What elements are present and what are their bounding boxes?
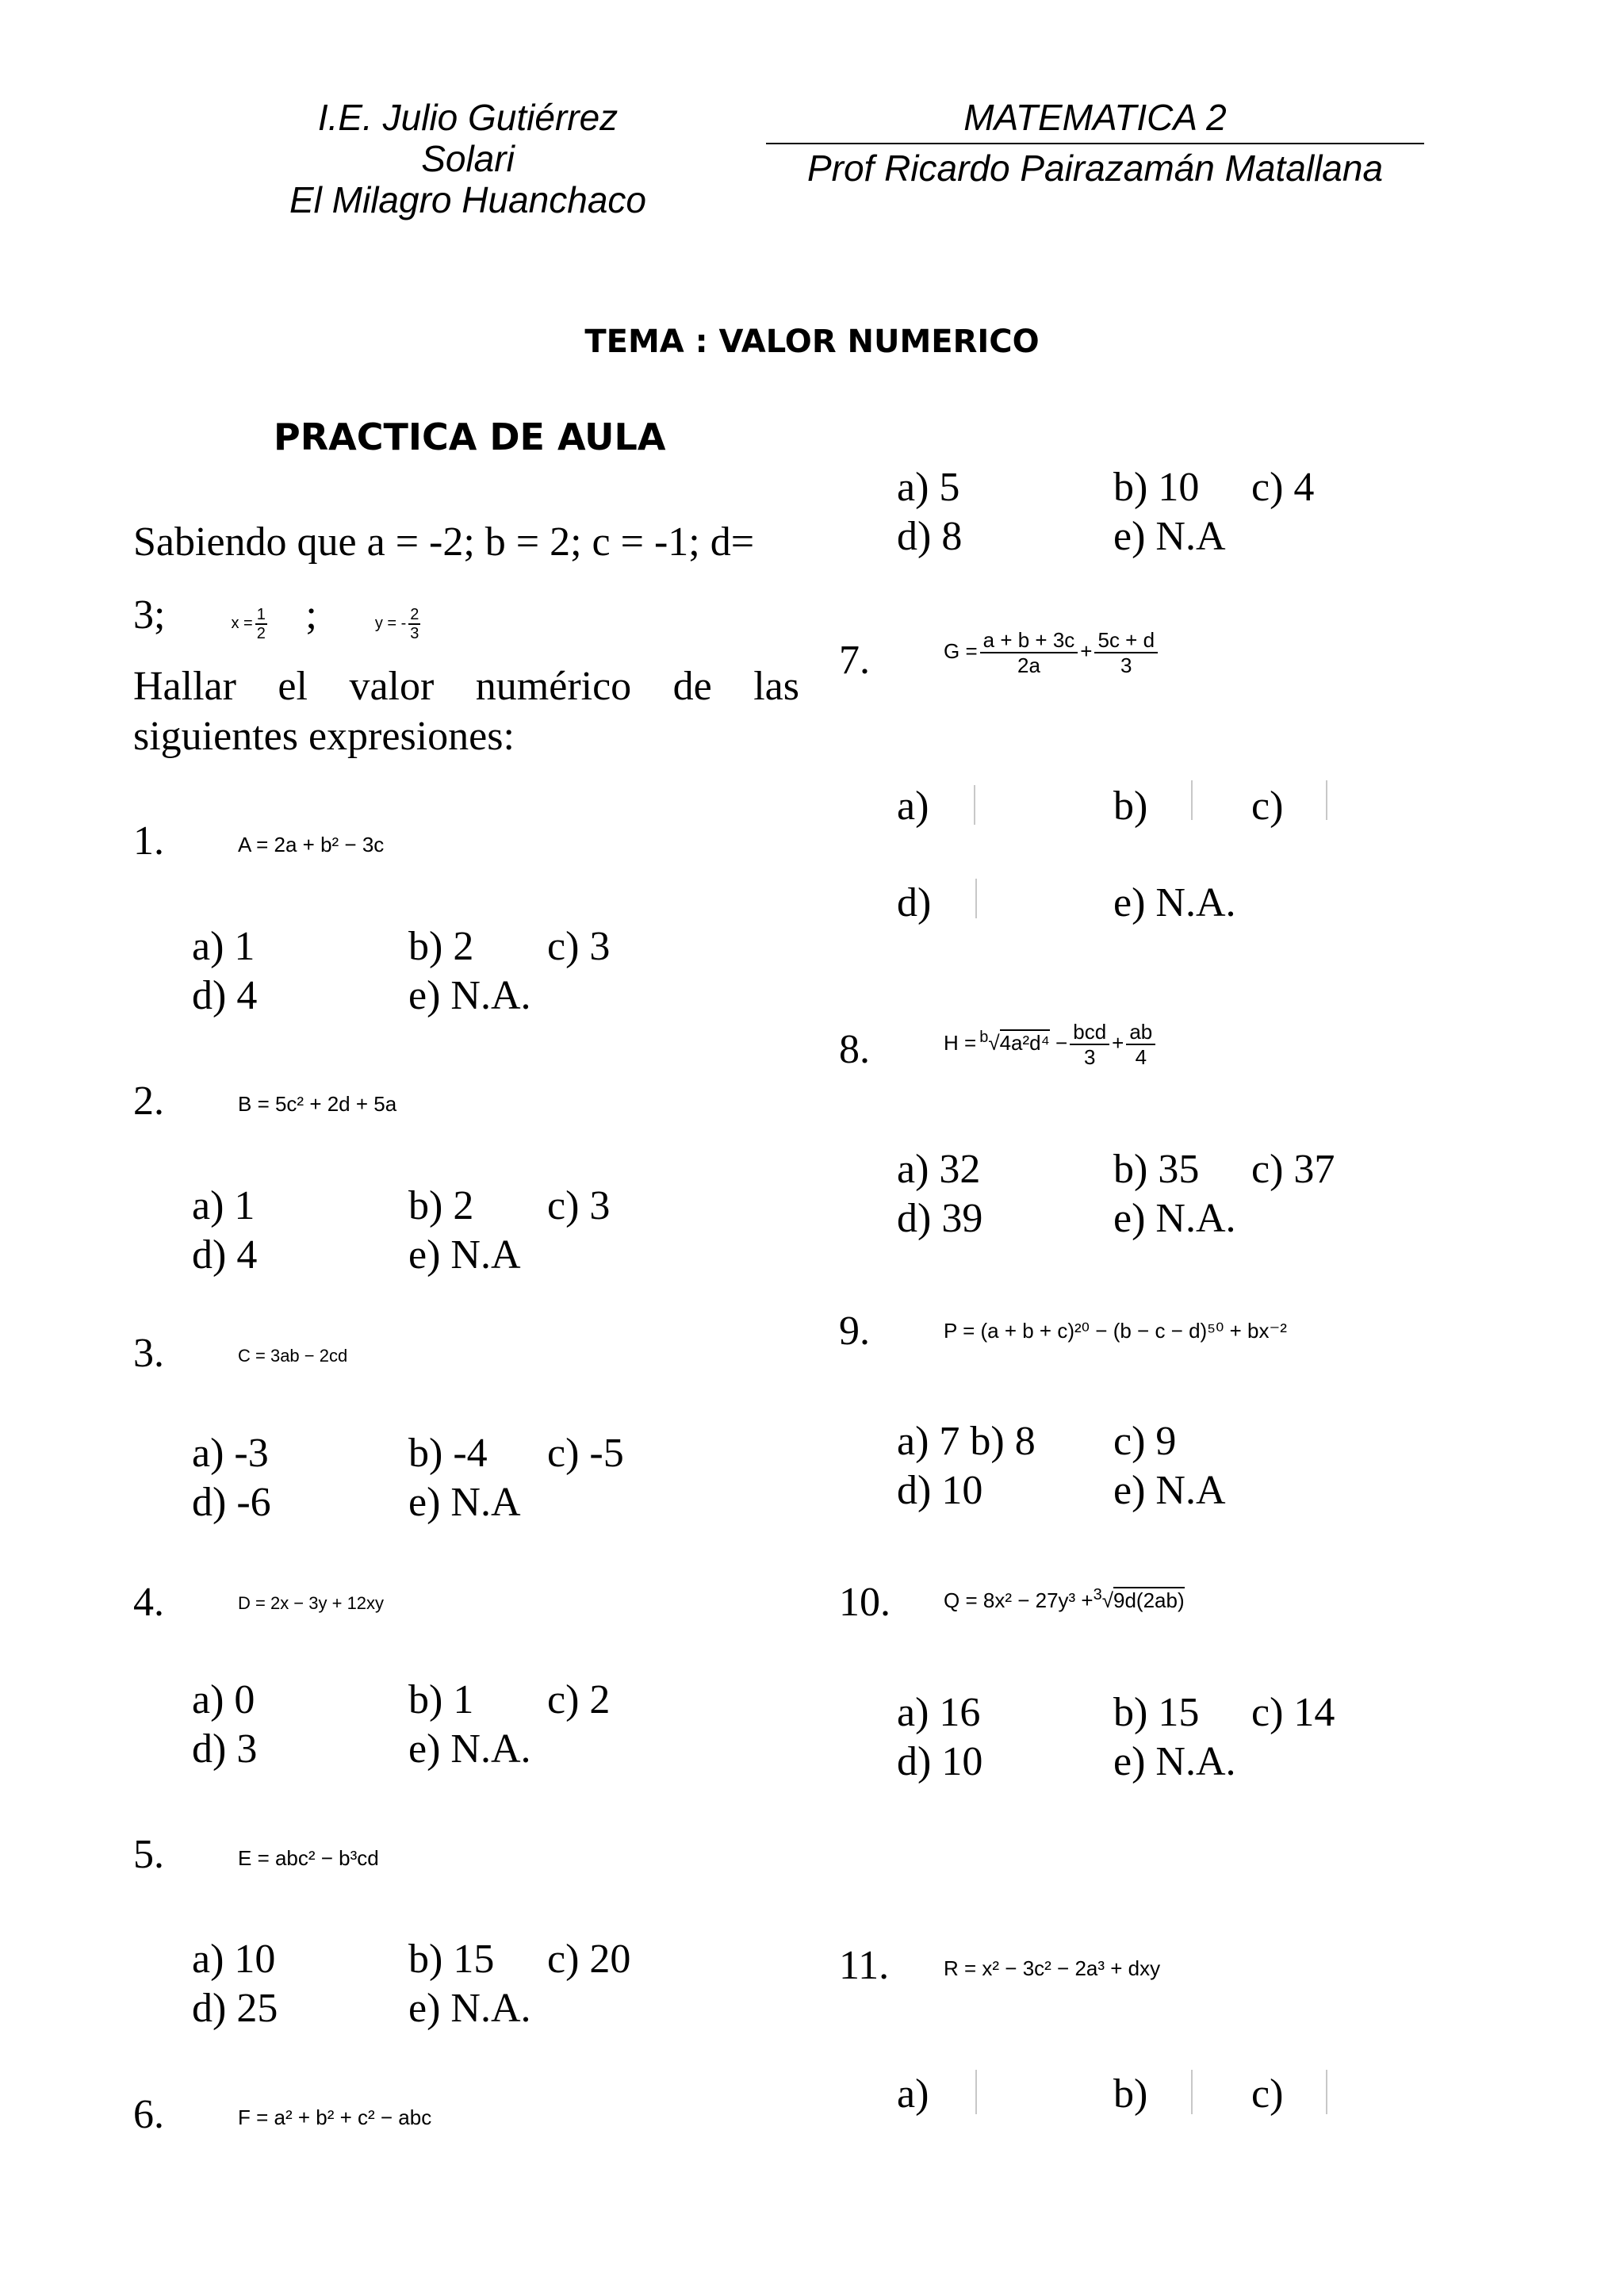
problem-9-number: 9. bbox=[839, 1308, 870, 1354]
problem-4-option-e: e) N.A. bbox=[408, 1726, 531, 1772]
problem-8-option-d: d) 39 bbox=[897, 1196, 983, 1241]
problem-5-option-d: d) 25 bbox=[192, 1986, 278, 2031]
problem-10-option-b: b) 15 bbox=[1113, 1690, 1200, 1735]
problem-1-number: 1. bbox=[133, 818, 164, 864]
subject-title: MATEMATICA 2 bbox=[963, 97, 1227, 138]
problem-1-formula: A = 2a + b² − 3c bbox=[238, 833, 385, 856]
problem-9-formula: P = (a + b + c)²⁰ − (b − c − d)⁵⁰ + bx⁻² bbox=[944, 1319, 1287, 1343]
problem-2-option-a: a) 1 bbox=[192, 1183, 255, 1228]
problem-9-option-d: d) 10 bbox=[897, 1468, 983, 1513]
problem-2-option-e: e) N.A bbox=[408, 1232, 521, 1278]
problem-7-formula: G = $\frac{a + b + 3c}{2a}$ + $\frac{5c + d}{3}$ bbox=[944, 628, 1160, 677]
problem-6-option-b: b) 10 bbox=[1113, 465, 1200, 510]
problem-2-option-d: d) 4 bbox=[192, 1232, 258, 1278]
problem-10-option-a: a) 16 bbox=[897, 1690, 981, 1735]
problem-1-option-a: a) 1 bbox=[192, 924, 255, 969]
problem-8-option-a: a) 32 bbox=[897, 1147, 981, 1192]
problem-4-number: 4. bbox=[133, 1580, 164, 1625]
problem-8-option-e: e) N.A. bbox=[1113, 1196, 1236, 1241]
problem-5-option-c: c) 20 bbox=[547, 1937, 631, 1982]
problem-11-option-a: a) bbox=[897, 2071, 929, 2117]
problem-2-option-b: b) 2 bbox=[408, 1183, 474, 1228]
problem-7-option-a: a) bbox=[897, 784, 929, 829]
teacher-name: Prof Ricardo Pairazamán Matallana bbox=[806, 148, 1384, 189]
problem-8-fraction-1: $\frac{\text{bcd}}{3}$ bbox=[1070, 1020, 1109, 1069]
school-line-1: I.E. Julio Gutiérrez bbox=[317, 97, 619, 138]
problem-3-option-a: a) -3 bbox=[192, 1431, 269, 1476]
problem-3-option-b: b) -4 bbox=[408, 1431, 488, 1476]
problem-10-number: 10. bbox=[839, 1580, 891, 1625]
problem-4-formula: D = 2x − 3y + 12xy bbox=[238, 1593, 385, 1613]
x-definition: x = $\frac{1}{2}$ bbox=[231, 605, 266, 642]
problem-10-radicand: 9d(2ab) bbox=[1113, 1588, 1185, 1612]
problem-3-option-d: d) -6 bbox=[192, 1480, 271, 1525]
problem-8-option-b: b) 35 bbox=[1113, 1147, 1200, 1192]
problem-11-option-b-image bbox=[1191, 2070, 1193, 2114]
problem-8-fraction-2: $\frac{ab}{4}$ bbox=[1126, 1020, 1155, 1069]
problem-6-option-d: d) 8 bbox=[897, 514, 963, 559]
problem-7-fraction-1: $\frac{a + b + 3c}{2a}$ bbox=[980, 628, 1078, 677]
problem-2-formula: B = 5c² + 2d + 5a bbox=[238, 1092, 397, 1116]
x-fraction: $\frac{1}{2}$ bbox=[256, 605, 266, 642]
problem-9-option-e: e) N.A bbox=[1113, 1468, 1226, 1513]
intro-line-1: Sabiendo que a = -2; b = 2; c = -1; d= bbox=[133, 519, 755, 565]
problem-11-option-a-image bbox=[975, 2070, 977, 2114]
problem-10-option-e: e) N.A. bbox=[1113, 1739, 1236, 1784]
intro-line-2 bbox=[133, 591, 423, 642]
problem-9-option-a: a) 7 b) 8 bbox=[897, 1419, 1036, 1464]
problem-3-number: 3. bbox=[133, 1331, 164, 1376]
school-line-3: El Milagro Huanchaco bbox=[289, 179, 646, 220]
problem-10-option-d: d) 10 bbox=[897, 1739, 983, 1784]
section-title: PRACTICA DE AULA bbox=[274, 416, 666, 458]
radical-icon: √ bbox=[988, 1030, 1000, 1055]
radical-icon: √ bbox=[1101, 1588, 1113, 1612]
problem-7-option-c: c) bbox=[1251, 784, 1284, 829]
problem-7-option-e: e) N.A. bbox=[1113, 880, 1236, 925]
problem-2-option-c: c) 3 bbox=[547, 1183, 611, 1228]
problem-11-option-b: b) bbox=[1113, 2071, 1148, 2117]
problem-3-option-e: e) N.A bbox=[408, 1480, 521, 1525]
problem-1-option-d: d) 4 bbox=[192, 973, 258, 1018]
problem-8-option-c: c) 37 bbox=[1251, 1147, 1335, 1192]
problem-10-option-c: c) 14 bbox=[1251, 1690, 1335, 1735]
problem-7-number: 7. bbox=[839, 638, 870, 683]
problem-7-option-d-image bbox=[975, 879, 977, 918]
problem-6-number: 6. bbox=[133, 2092, 164, 2137]
problem-11-number: 11. bbox=[839, 1943, 890, 1988]
problem-6-option-c: c) 4 bbox=[1251, 465, 1315, 510]
problem-4-option-d: d) 3 bbox=[192, 1726, 258, 1772]
problem-8-radicand: 4a²d⁴ bbox=[999, 1030, 1050, 1055]
school-line-2: Solari bbox=[421, 138, 515, 179]
intro-line-3: Hallar el valor numérico de las bbox=[133, 664, 799, 709]
problem-4-option-a: a) 0 bbox=[192, 1677, 255, 1722]
problem-8-root-index: b bbox=[979, 1028, 989, 1046]
problem-10-formula: Q = 8x² − 27y³ +$^3$√9d(2ab) bbox=[944, 1586, 1185, 1612]
problem-5-option-b: b) 15 bbox=[408, 1937, 495, 1982]
problem-7-fraction-2: $\frac{5c + d}{3}$ bbox=[1094, 628, 1158, 677]
problem-4-option-b: b) 1 bbox=[408, 1677, 474, 1722]
y-fraction: $\frac{2}{3}$ bbox=[410, 605, 419, 642]
problem-5-formula: E = abc² − b³cd bbox=[238, 1846, 379, 1870]
problem-5-option-e: e) N.A. bbox=[408, 1986, 531, 2031]
intro-line-2-start: 3; bbox=[133, 592, 166, 638]
problem-9-option-c: c) 9 bbox=[1113, 1419, 1177, 1464]
school-name bbox=[262, 97, 674, 220]
problem-3-formula: C = 3ab − 2cd bbox=[238, 1346, 348, 1366]
problem-8-number: 8. bbox=[839, 1027, 870, 1072]
problem-6-formula: F = a² + b² + c² − abc bbox=[238, 2105, 432, 2129]
intro-line-4: siguientes expresiones: bbox=[133, 714, 515, 759]
problem-3-option-c: c) -5 bbox=[547, 1431, 624, 1476]
problem-7-option-c-image bbox=[1326, 780, 1327, 820]
problem-8-formula: H = $^b$√4a²d⁴ − $\frac{\text{bcd}}{3}$ + $\frac{ab}{4}$ bbox=[944, 1020, 1158, 1069]
y-definition: y = - $\frac{2}{3}$ bbox=[374, 605, 419, 642]
problem-10-root-index: 3 bbox=[1093, 1586, 1102, 1603]
topic-title: TEMA : VALOR NUMERICO bbox=[584, 324, 1040, 360]
problem-2-number: 2. bbox=[133, 1079, 164, 1124]
problem-1-option-c: c) 3 bbox=[547, 924, 611, 969]
problem-7-option-b: b) bbox=[1113, 784, 1148, 829]
problem-11-formula: R = x² − 3c² − 2a³ + dxy bbox=[944, 1956, 1161, 1980]
problem-11-option-c: c) bbox=[1251, 2071, 1284, 2117]
problem-11-option-c-image bbox=[1326, 2070, 1327, 2114]
intro-semicolon: ; bbox=[305, 592, 317, 638]
problem-5-number: 5. bbox=[133, 1832, 164, 1877]
problem-6-option-e: e) N.A bbox=[1113, 514, 1226, 559]
problem-1-option-b: b) 2 bbox=[408, 924, 474, 969]
problem-7-option-d: d) bbox=[897, 880, 932, 925]
header-rule bbox=[766, 143, 1424, 144]
problem-7-option-b-image bbox=[1191, 780, 1193, 820]
problem-5-option-a: a) 10 bbox=[192, 1937, 276, 1982]
problem-7-option-a-image bbox=[974, 785, 975, 825]
problem-1-option-e: e) N.A. bbox=[408, 973, 531, 1018]
problem-4-option-c: c) 2 bbox=[547, 1677, 611, 1722]
problem-6-option-a: a) 5 bbox=[897, 465, 960, 510]
